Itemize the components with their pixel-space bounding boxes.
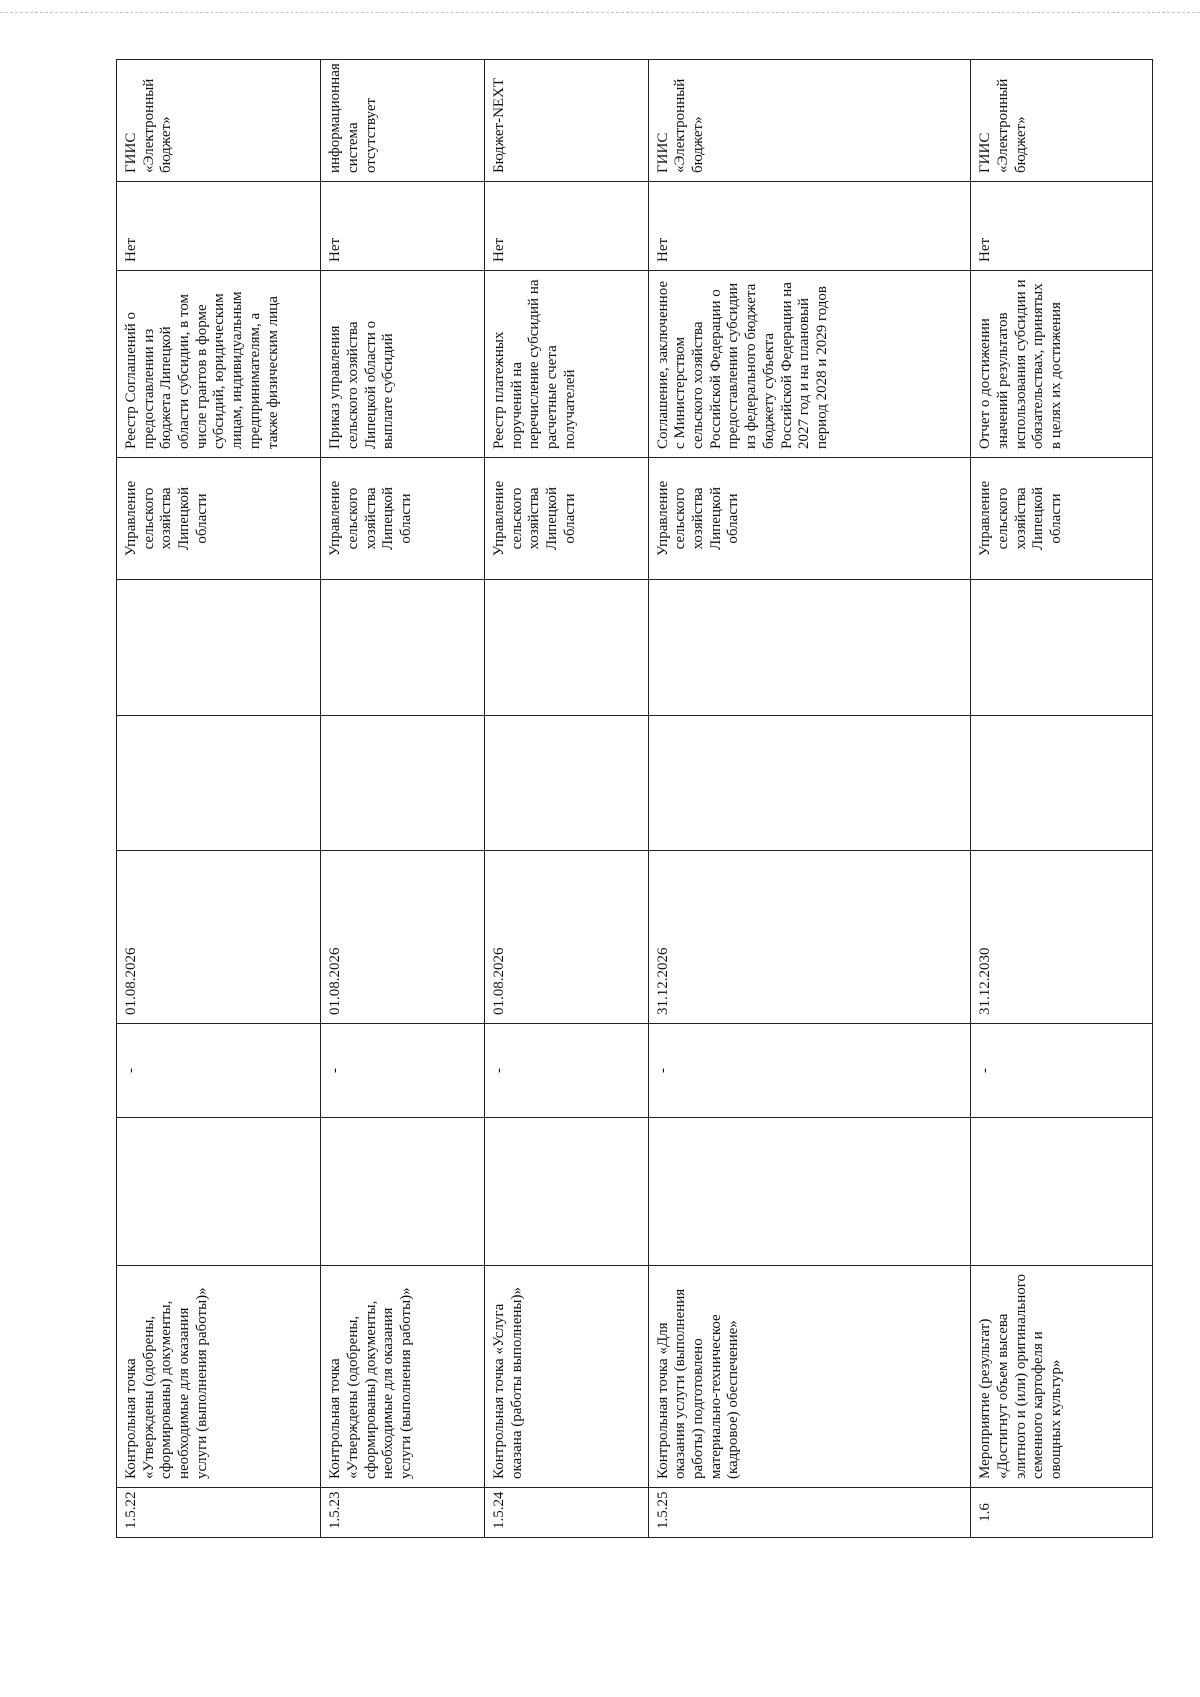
information-system: ГИИС «Электронный бюджет» [648, 60, 971, 182]
row-number: 1.5.24 [485, 1488, 649, 1538]
table-row [117, 60, 321, 1538]
responsible-executor: Управление сельского хозяйства Липецкой области [117, 458, 321, 580]
empty-cell [321, 580, 485, 716]
confirming-document: Реестр Соглашений о предоставлении из бюджета Липецкой области субсидии, в том числе грантов в форме субсидий, юридическим лицам, индивидуальным предпринимателям, а также физическим лица [117, 271, 321, 458]
row-number: 1.5.23 [321, 1488, 485, 1538]
empty-cell [485, 580, 649, 716]
dash-cell: - [321, 1024, 485, 1118]
empty-cell [117, 580, 321, 716]
deadline-date: 01.08.2026 [117, 851, 321, 1024]
empty-cell [485, 716, 649, 851]
empty-cell [485, 1118, 649, 1266]
table-row [648, 60, 971, 1538]
empty-cell [971, 1118, 1153, 1266]
responsible-executor: Управление сельского хозяйства Липецкой области [321, 458, 485, 580]
dash-cell: - [648, 1024, 971, 1118]
event-name: Контрольная точка «Утверждены (одобрены, сформированы) документы, необходимые для оказания услуги (выполнения работы)» [321, 1266, 485, 1488]
empty-cell [117, 716, 321, 851]
rotated-table-wrapper [116, 60, 1153, 1538]
dash-cell: - [971, 1024, 1153, 1118]
confirming-document: Приказ управления сельского хозяйства Липецкой области о выплате субсидий [321, 271, 485, 458]
event-name: Контрольная точка «Услуга оказана (работы выполнены)» [485, 1266, 649, 1488]
flag-cell: Нет [117, 182, 321, 271]
confirming-document: Реестр платежных поручений на перечисление субсидий на расчетные счета получателей [485, 271, 649, 458]
table-row [321, 60, 485, 1538]
information-system: ГИИС «Электронный бюджет» [971, 60, 1153, 182]
information-system: информационная система отсутствует [321, 60, 485, 182]
dash-cell: - [117, 1024, 321, 1118]
information-system: ГИИС «Электронный бюджет» [117, 60, 321, 182]
empty-cell [117, 1118, 321, 1266]
empty-cell [648, 580, 971, 716]
confirming-document: Соглашение, заключенное с Министерством сельского хозяйства Российской Федерации о предоставлении субсидии из федерального бюджета бюджету субъекта Российской Федерации на 2027 год и на плановый период 2028 и 2029 годов [648, 271, 971, 458]
deadline-date: 31.12.2026 [648, 851, 971, 1024]
row-number: 1.5.25 [648, 1488, 971, 1538]
confirming-document: Отчет о достижении значений результатов использования субсидии и обязательствах, принятых в целях их достижения [971, 271, 1153, 458]
responsible-executor: Управление сельского хозяйства Липецкой области [648, 458, 971, 580]
row-number: 1.5.22 [117, 1488, 321, 1538]
empty-cell [321, 1118, 485, 1266]
flag-cell: Нет [648, 182, 971, 271]
deadline-date: 01.08.2026 [485, 851, 649, 1024]
table-row [485, 60, 649, 1538]
event-name: Контрольная точка «Утверждены (одобрены, сформированы) документы, необходимые для оказания услуги (выполнения работы)» [117, 1266, 321, 1488]
flag-cell: Нет [971, 182, 1153, 271]
empty-cell [971, 580, 1153, 716]
deadline-date: 31.12.2030 [971, 851, 1153, 1024]
event-name: Контрольная точка «Для оказания услуги (выполнения работы) подготовлено материально-техническое (кадровое) обеспечение» [648, 1266, 971, 1488]
page-edge-line [0, 12, 1200, 13]
flag-cell: Нет [485, 182, 649, 271]
empty-cell [321, 716, 485, 851]
events-table [116, 59, 1153, 1538]
empty-cell [648, 716, 971, 851]
event-name: Мероприятие (результат) «Достигнут объем высева элитного и (или) оригинального семенного картофеля и овощных культур» [971, 1266, 1153, 1488]
information-system: Бюджет-NEXT [485, 60, 649, 182]
row-number: 1.6 [971, 1488, 1153, 1538]
empty-cell [648, 1118, 971, 1266]
responsible-executor: Управление сельского хозяйства Липецкой области [485, 458, 649, 580]
empty-cell [971, 716, 1153, 851]
table-row [971, 60, 1153, 1538]
dash-cell: - [485, 1024, 649, 1118]
deadline-date: 01.08.2026 [321, 851, 485, 1024]
responsible-executor: Управление сельского хозяйства Липецкой области [971, 458, 1153, 580]
flag-cell: Нет [321, 182, 485, 271]
